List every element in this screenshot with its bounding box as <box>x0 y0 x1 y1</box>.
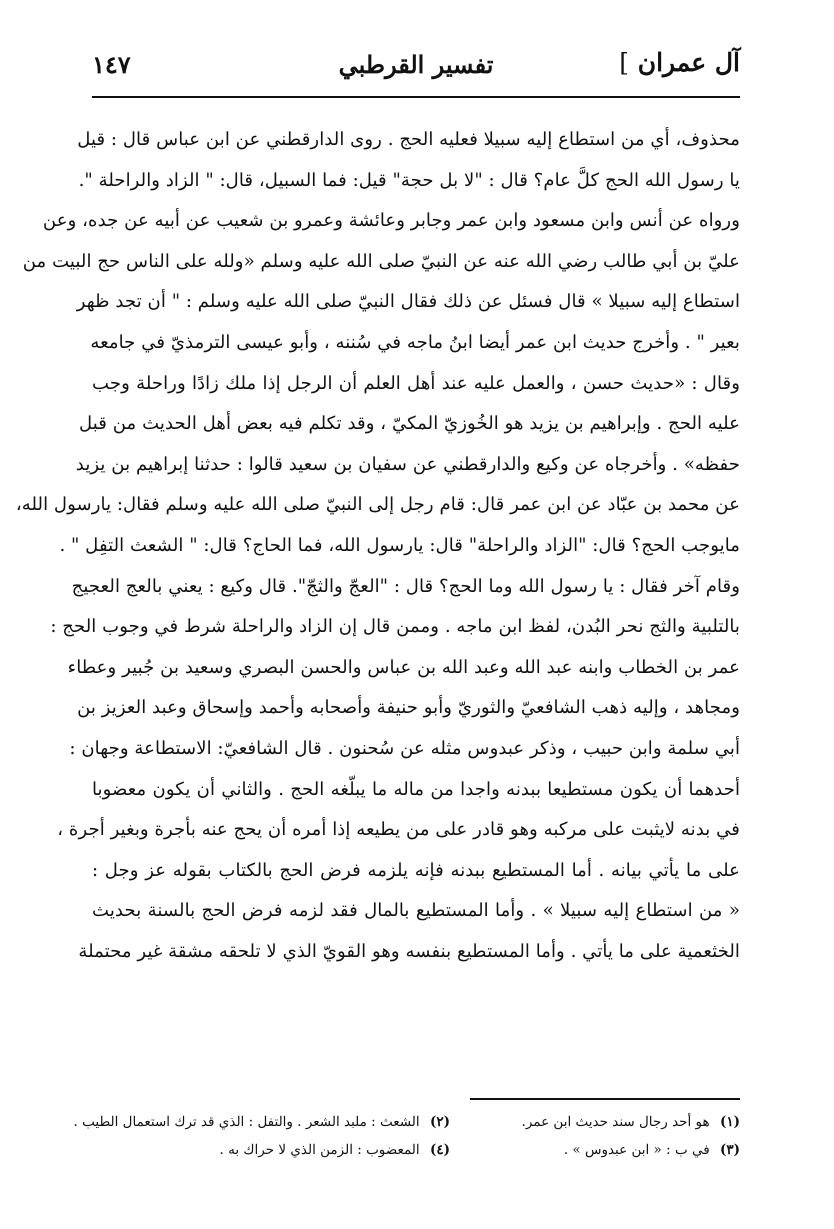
footnote-number: (٣) <box>719 1142 740 1158</box>
footnote <box>73 1108 450 1136</box>
footnote-divider <box>470 1098 740 1100</box>
book-title: تفسير القرطبي <box>338 50 494 79</box>
footnote-text: هو أحد رجال سند حديث ابن عمر. <box>521 1114 710 1130</box>
footnote-text: المعضوب : الزمن الذي لا حراك به . <box>219 1142 420 1158</box>
text-line: أبي سلمة وابن حبيب ، وذكر عبدوس مثله عن سُحنون . قال الشافعيّ: الاستطاعة وجهان : <box>69 737 740 759</box>
text-line: أحدهما أن يكون مستطيعا ببدنه واجدا من ماله ما يبلّغه الحج . والثاني أن يكون معضوبا <box>92 778 740 800</box>
text-line: محذوف، أي من استطاع إليه سبيلا فعليه الحج . روى الدارقطني عن ابن عباس قال : قيل <box>77 129 740 150</box>
footnote-number: (١) <box>719 1114 740 1130</box>
surah-title: آل عمران <box>637 48 740 77</box>
text-line: عمر بن الخطاب وابنه عبد الله وعبد الله بن عباس والحسن البصري وسعيد بن جُبير وعطاء <box>67 656 740 678</box>
text-line: ورواه عن أنس وابن مسعود وابن عمر وجابر وعائشة وعمرو بن شعيب عن أبيه عن جده، وعن <box>42 210 740 232</box>
footnote <box>160 1136 450 1164</box>
text-line: في بدنه لايثبت على مركبه وهو قادر على من يطيعه إذا أمره أن يحج عنه بأجرة وبغير أجرة ، <box>57 819 740 841</box>
text-line: يا رسول الله الحج كلَّ عام؟ قال : "لا بل حجة" قيل: فما السبيل، قال: " الزاد والراحلة ". <box>78 169 740 191</box>
page-header <box>92 40 740 94</box>
header-bracket: ] <box>619 48 629 77</box>
footnote-number: (٢) <box>429 1114 450 1130</box>
footnote-row <box>160 1136 740 1164</box>
footnote-number: (٤) <box>429 1142 450 1158</box>
text-line: عليّ بن أبي طالب رضي الله عنه عن النبيّ صلى الله عليه وسلم «ولله على الناس حج البيت من <box>22 250 740 272</box>
footnote-text: في ب : « ابن عبدوس » . <box>563 1142 710 1158</box>
page-number: ١٤٧ <box>92 50 131 79</box>
text-line: وقام آخر فقال : يا رسول الله وما الحج؟ قال : "العجّ والثجّ". قال وكيع : يعني بالعج العجيج <box>71 575 740 597</box>
text-line: ومجاهد ، وإليه ذهب الشافعيّ والثوريّ وأبو حنيفة وأصحابه وأحمد وإسحاق وعبد العزيز بن <box>77 697 740 719</box>
text-line: عليه الحج . وإبراهيم بن يزيد هو الخُوزيّ المكيّ ، وقد تكلم فيه بعض أهل الحديث من قبل <box>78 413 740 435</box>
footnote <box>450 1136 740 1164</box>
text-line: على ما يأتي بيانه . أما المستطيع ببدنه فإنه يلزمه فرض الحج بالكتاب بقوله عز وجل : <box>92 859 740 881</box>
footnote <box>450 1108 740 1136</box>
text-line: عن محمد بن عبّاد عن ابن عمر قال: قام رجل إلى النبيّ صلى الله عليه وسلم فقال: يارسول الله، <box>15 494 740 516</box>
footnotes <box>73 1108 740 1164</box>
text-line: « من استطاع إليه سبيلا » . وأما المستطيع بالمال فقد لزمه فرض الحج بالسنة بحديث <box>92 900 740 922</box>
text-line: وقال : «حديث حسن ، والعمل عليه عند أهل العلم أن الرجل إذا ملك زادًا وراحلة وجب <box>92 372 740 394</box>
footnote-text: الشعث : ملبد الشعر . والتفل : الذي قد ترك استعمال الطيب . <box>73 1114 420 1130</box>
text-line: حفظه» . وأخرجاه عن وكيع والدارقطني عن سفيان بن سعيد قالوا : حدثنا إبراهيم بن يزيد <box>75 453 740 475</box>
text-line: مايوجب الحج؟ قال: "الزاد والراحلة" قال: يارسول الله، فما الحاج؟ قال: " الشعث التفِل " . <box>59 534 740 556</box>
text-line: بعير " . وأخرج حديث ابن عمر أيضا ابنُ ماجه في سُننه ، وأبو عيسى الترمذيّ في جامعه <box>90 331 740 353</box>
header-divider <box>92 96 740 98</box>
body-text <box>15 120 740 972</box>
text-line: بالتلبية والثج نحر البُدن، لفظ ابن ماجه . وممن قال إن الزاد والراحلة شرط في وجوب الحج : <box>50 616 740 638</box>
text-line: استطاع إليه سبيلا » قال فسئل عن ذلك فقال النبيّ صلى الله عليه وسلم : " أن تجد ظهر <box>76 291 740 313</box>
text-line: الخثعمية على ما يأتي . وأما المستطيع بنفسه وهو القويّ الذي لا تلحقه مشقة غير محتملة <box>78 940 740 962</box>
surah-name <box>615 48 740 77</box>
footnote-row <box>73 1108 740 1136</box>
